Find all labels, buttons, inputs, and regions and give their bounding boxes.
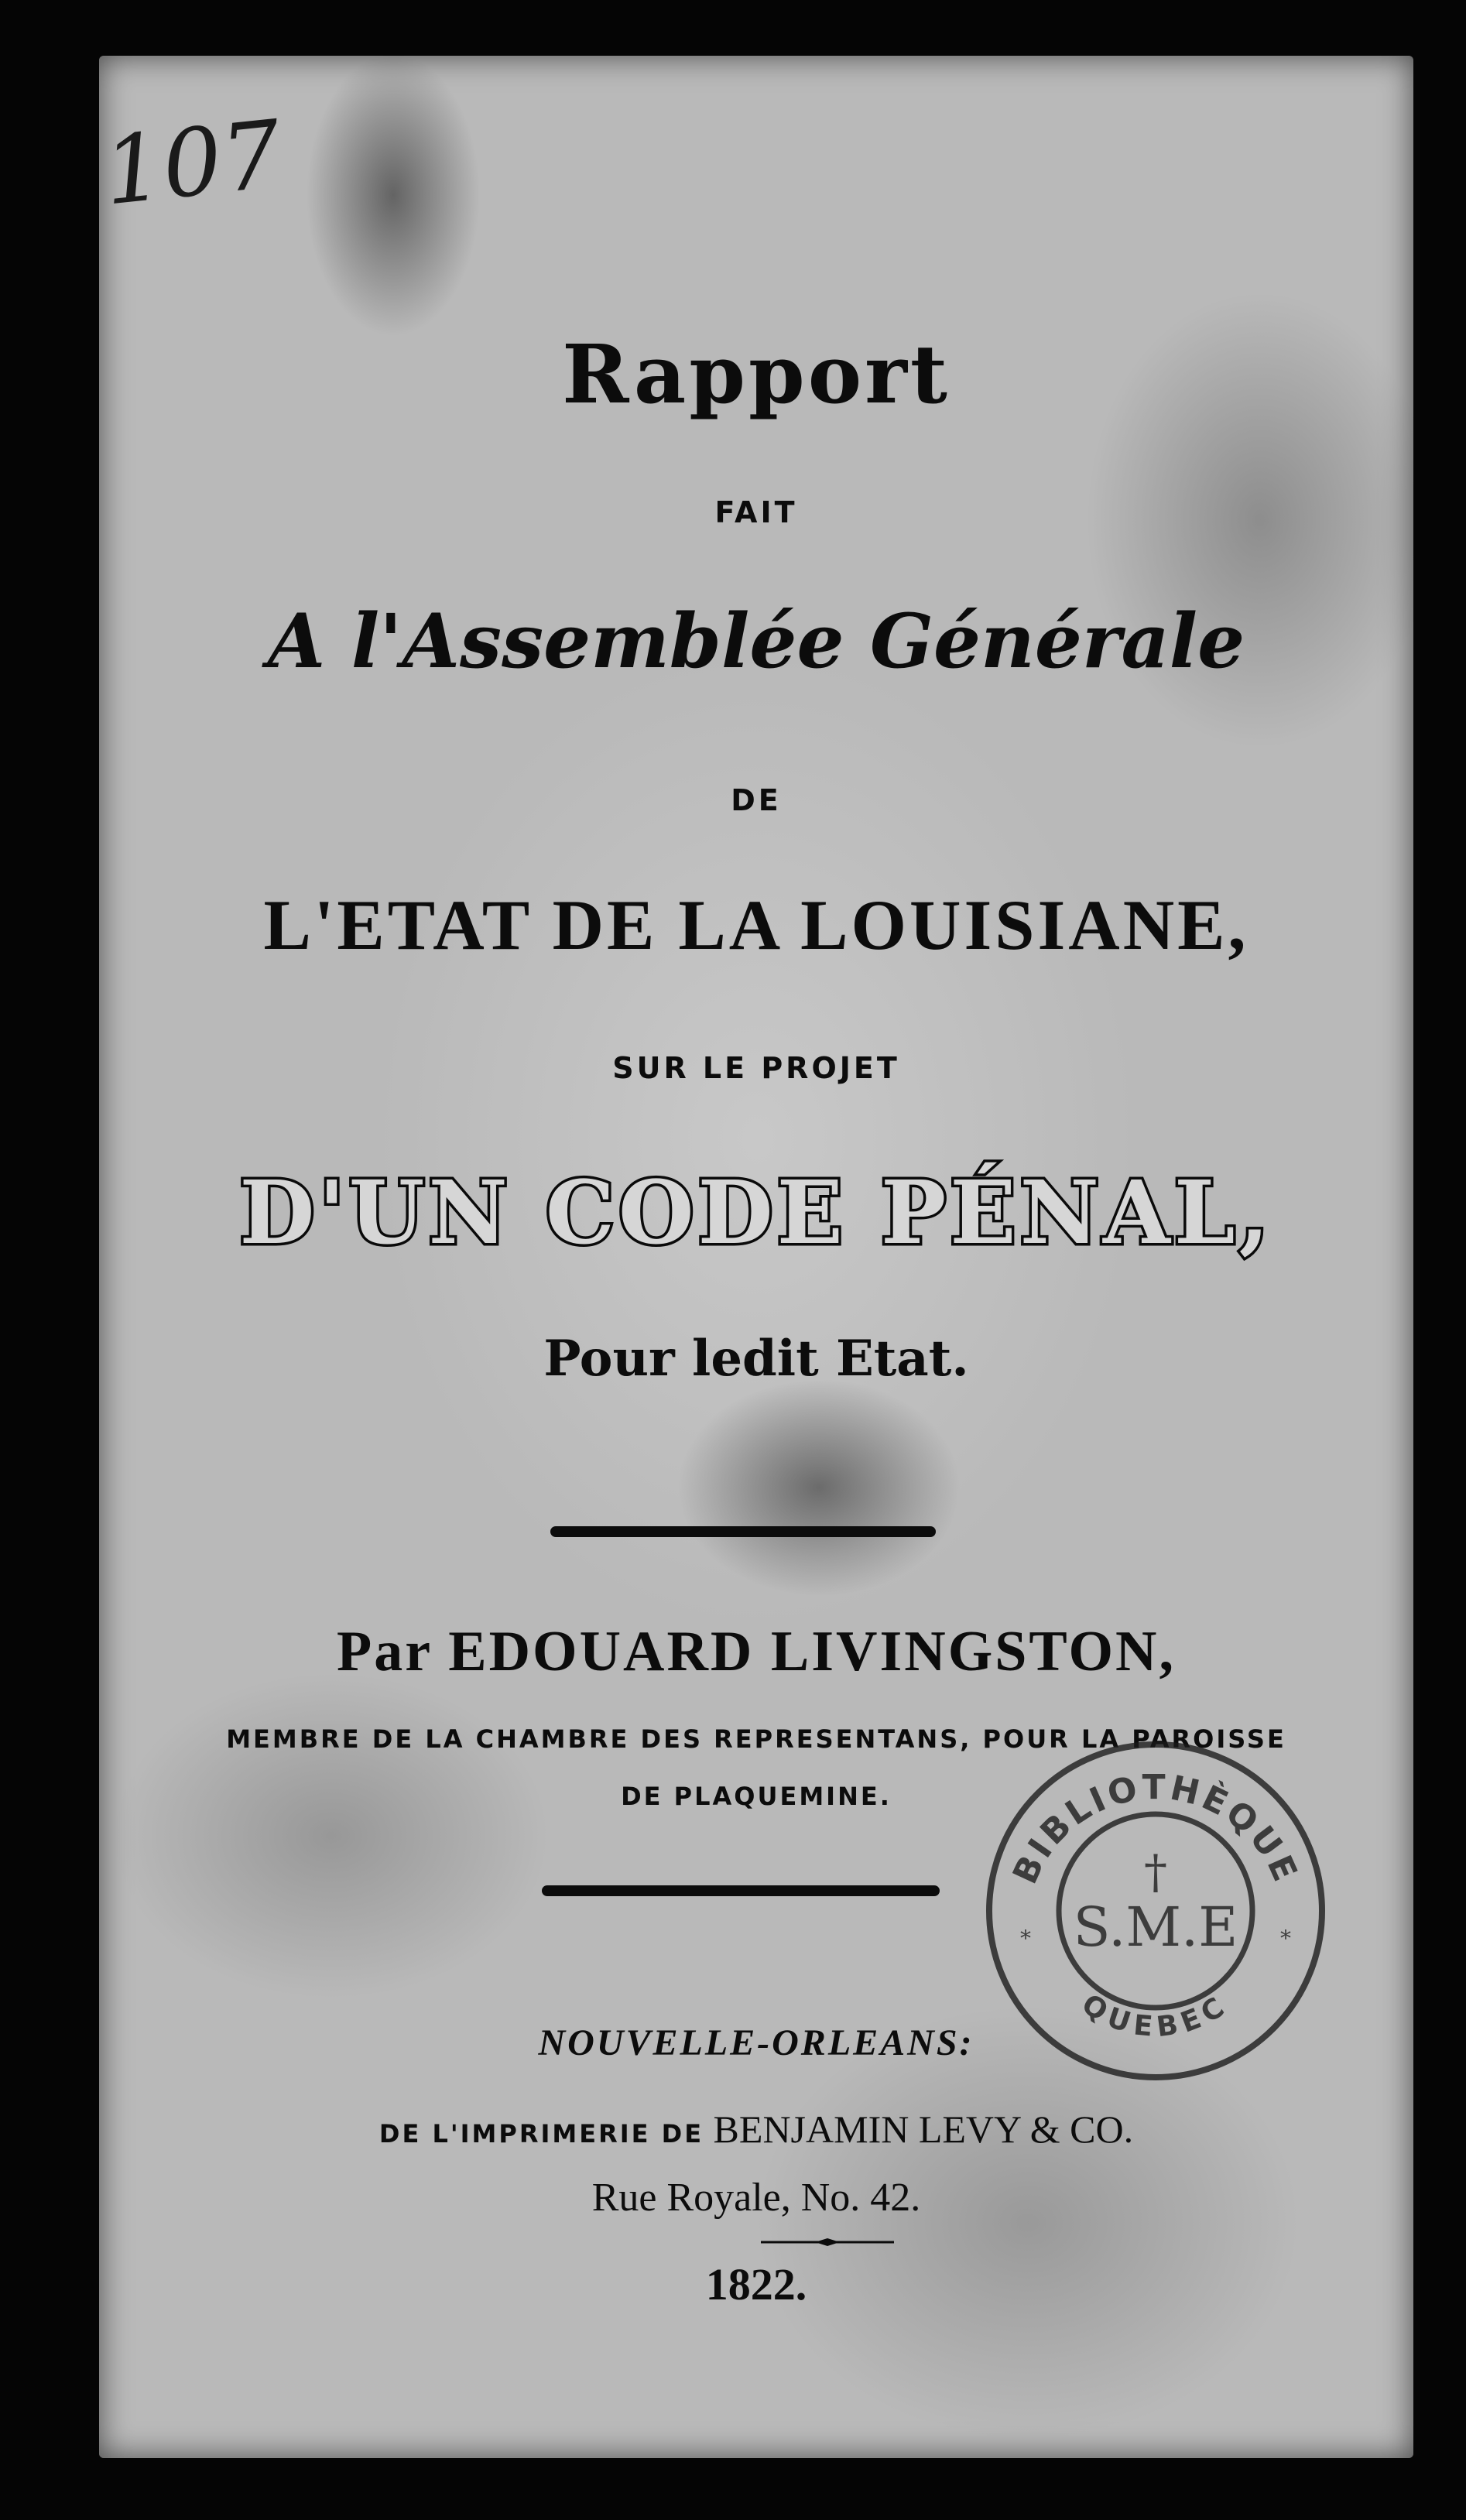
- etat-louisiane: L'ETAT DE LA LOUISIANE,: [263, 885, 1249, 964]
- imprint-city: NOUVELLE-ORLEANS:: [538, 2022, 974, 2063]
- publication-year: 1822.: [705, 2259, 807, 2309]
- imprimerie-prefix: DE L'IMPRIMERIE DE: [378, 2119, 704, 2149]
- pour-ledit-etat: Pour ledit Etat.: [543, 1330, 969, 1388]
- stamp-outer-text: BIBLIOTHÈQUE: [1005, 1768, 1307, 1890]
- printer-name: BENJAMIN LEVY & CO.: [713, 2107, 1134, 2151]
- title-rapport: Rapport: [562, 327, 951, 422]
- assemblee-generale: A l'Assemblée Générale: [267, 597, 1245, 685]
- divider-rule-top: [550, 1526, 936, 1537]
- imprint-address: Rue Royale, No. 42.: [591, 2176, 921, 2220]
- stamp-star-right: *: [1280, 1926, 1291, 1951]
- ornament-divider: [761, 2238, 894, 2246]
- divider-rule-bottom: [542, 1885, 940, 1896]
- imprint-printer: [99, 2107, 1413, 2152]
- handwritten-catalog-number: 107: [98, 101, 286, 227]
- author-line: Par EDOUARD LIVINGSTON,: [337, 1620, 1176, 1683]
- word-fait: FAIT: [714, 495, 798, 529]
- word-de: DE: [731, 783, 782, 817]
- stamp-cross: †: [1144, 1845, 1167, 1899]
- author-affiliation: MEMBRE DE LA CHAMBRE DES REPRESENTANS, POUR LA PAROISSE: [226, 1724, 1286, 1754]
- stamp-star-left: *: [1020, 1926, 1031, 1951]
- author-parish: DE PLAQUEMINE.: [621, 1782, 892, 1811]
- code-penal-heading: D'UN CODE PÉNAL,: [239, 1162, 1273, 1264]
- sur-le-projet: SUR LE PROJET: [612, 1051, 900, 1085]
- title-page: [99, 56, 1413, 2458]
- stamp-lower-text: QUEBEC: [1076, 1988, 1235, 2044]
- stamp-center-text: S.M.E: [1073, 1895, 1238, 1959]
- svg-text:QUEBEC: [1076, 1988, 1235, 2043]
- library-stamp: [981, 1737, 1330, 2085]
